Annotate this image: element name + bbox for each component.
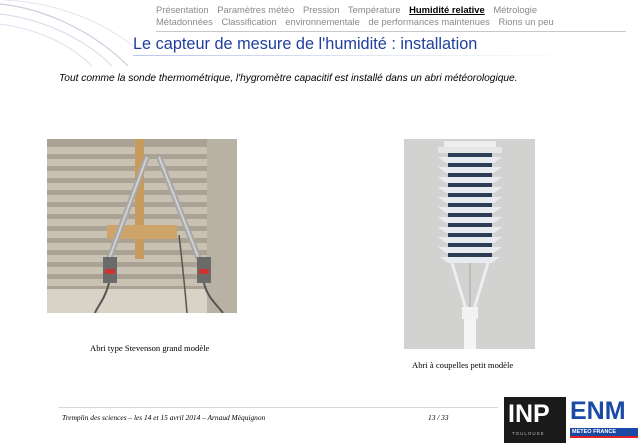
caption-stevenson: Abri type Stevenson grand modèle [90,343,210,353]
footer-text: Tremplin des sciences – les 14 et 15 avril 2014 – Arnaud Mèquignon [62,413,266,422]
nav-item-parametres-meteo[interactable]: Paramètres météo [217,4,295,15]
page-number: 13 / 33 [428,413,449,422]
nav-divider [156,31,626,32]
nav-item-environnementale[interactable]: environnementale [285,15,360,27]
nav-item-rions-un-peu[interactable]: Rions un peu [498,15,554,27]
nav-item-metadonnees[interactable]: Métadonnées [156,15,213,27]
nav-item-humidite-relative[interactable]: Humidité relative [409,4,485,15]
nav-item-pression[interactable]: Pression [302,4,340,15]
nav-item-classification[interactable]: Classification [221,15,277,27]
section-navigation [156,4,636,27]
nav-item-metrologie[interactable]: Métrologie [493,4,538,15]
enm-logo-red-line [570,436,638,438]
nav-item-temperature[interactable]: Température [347,4,401,15]
cup-shield-photo [404,139,535,349]
stevenson-screen-photo [47,139,237,313]
enm-logo-subtitle: METEO FRANCE [572,429,616,435]
nav-item-performances[interactable]: de performances maintenues [368,15,490,27]
decorative-swirl [0,0,140,70]
intro-text: Tout comme la sonde thermométrique, l'hygromètre capacitif est installé dans un abri météorologique. [59,73,518,84]
inp-logo-subtitle: TOULOUSE [512,431,545,436]
caption-cup-shield: Abri à coupelles petit modèle [412,360,514,370]
inp-logo-text: INP [508,400,550,428]
title-underline [133,55,579,56]
slide-title: Le capteur de mesure de l'humidité : installation [133,35,478,53]
nav-item-presentation[interactable]: Présentation [156,4,209,15]
footer-divider [58,407,498,408]
inp-logo [504,397,566,443]
enm-logo-text: ENM [570,397,626,425]
enm-logo [566,397,640,443]
